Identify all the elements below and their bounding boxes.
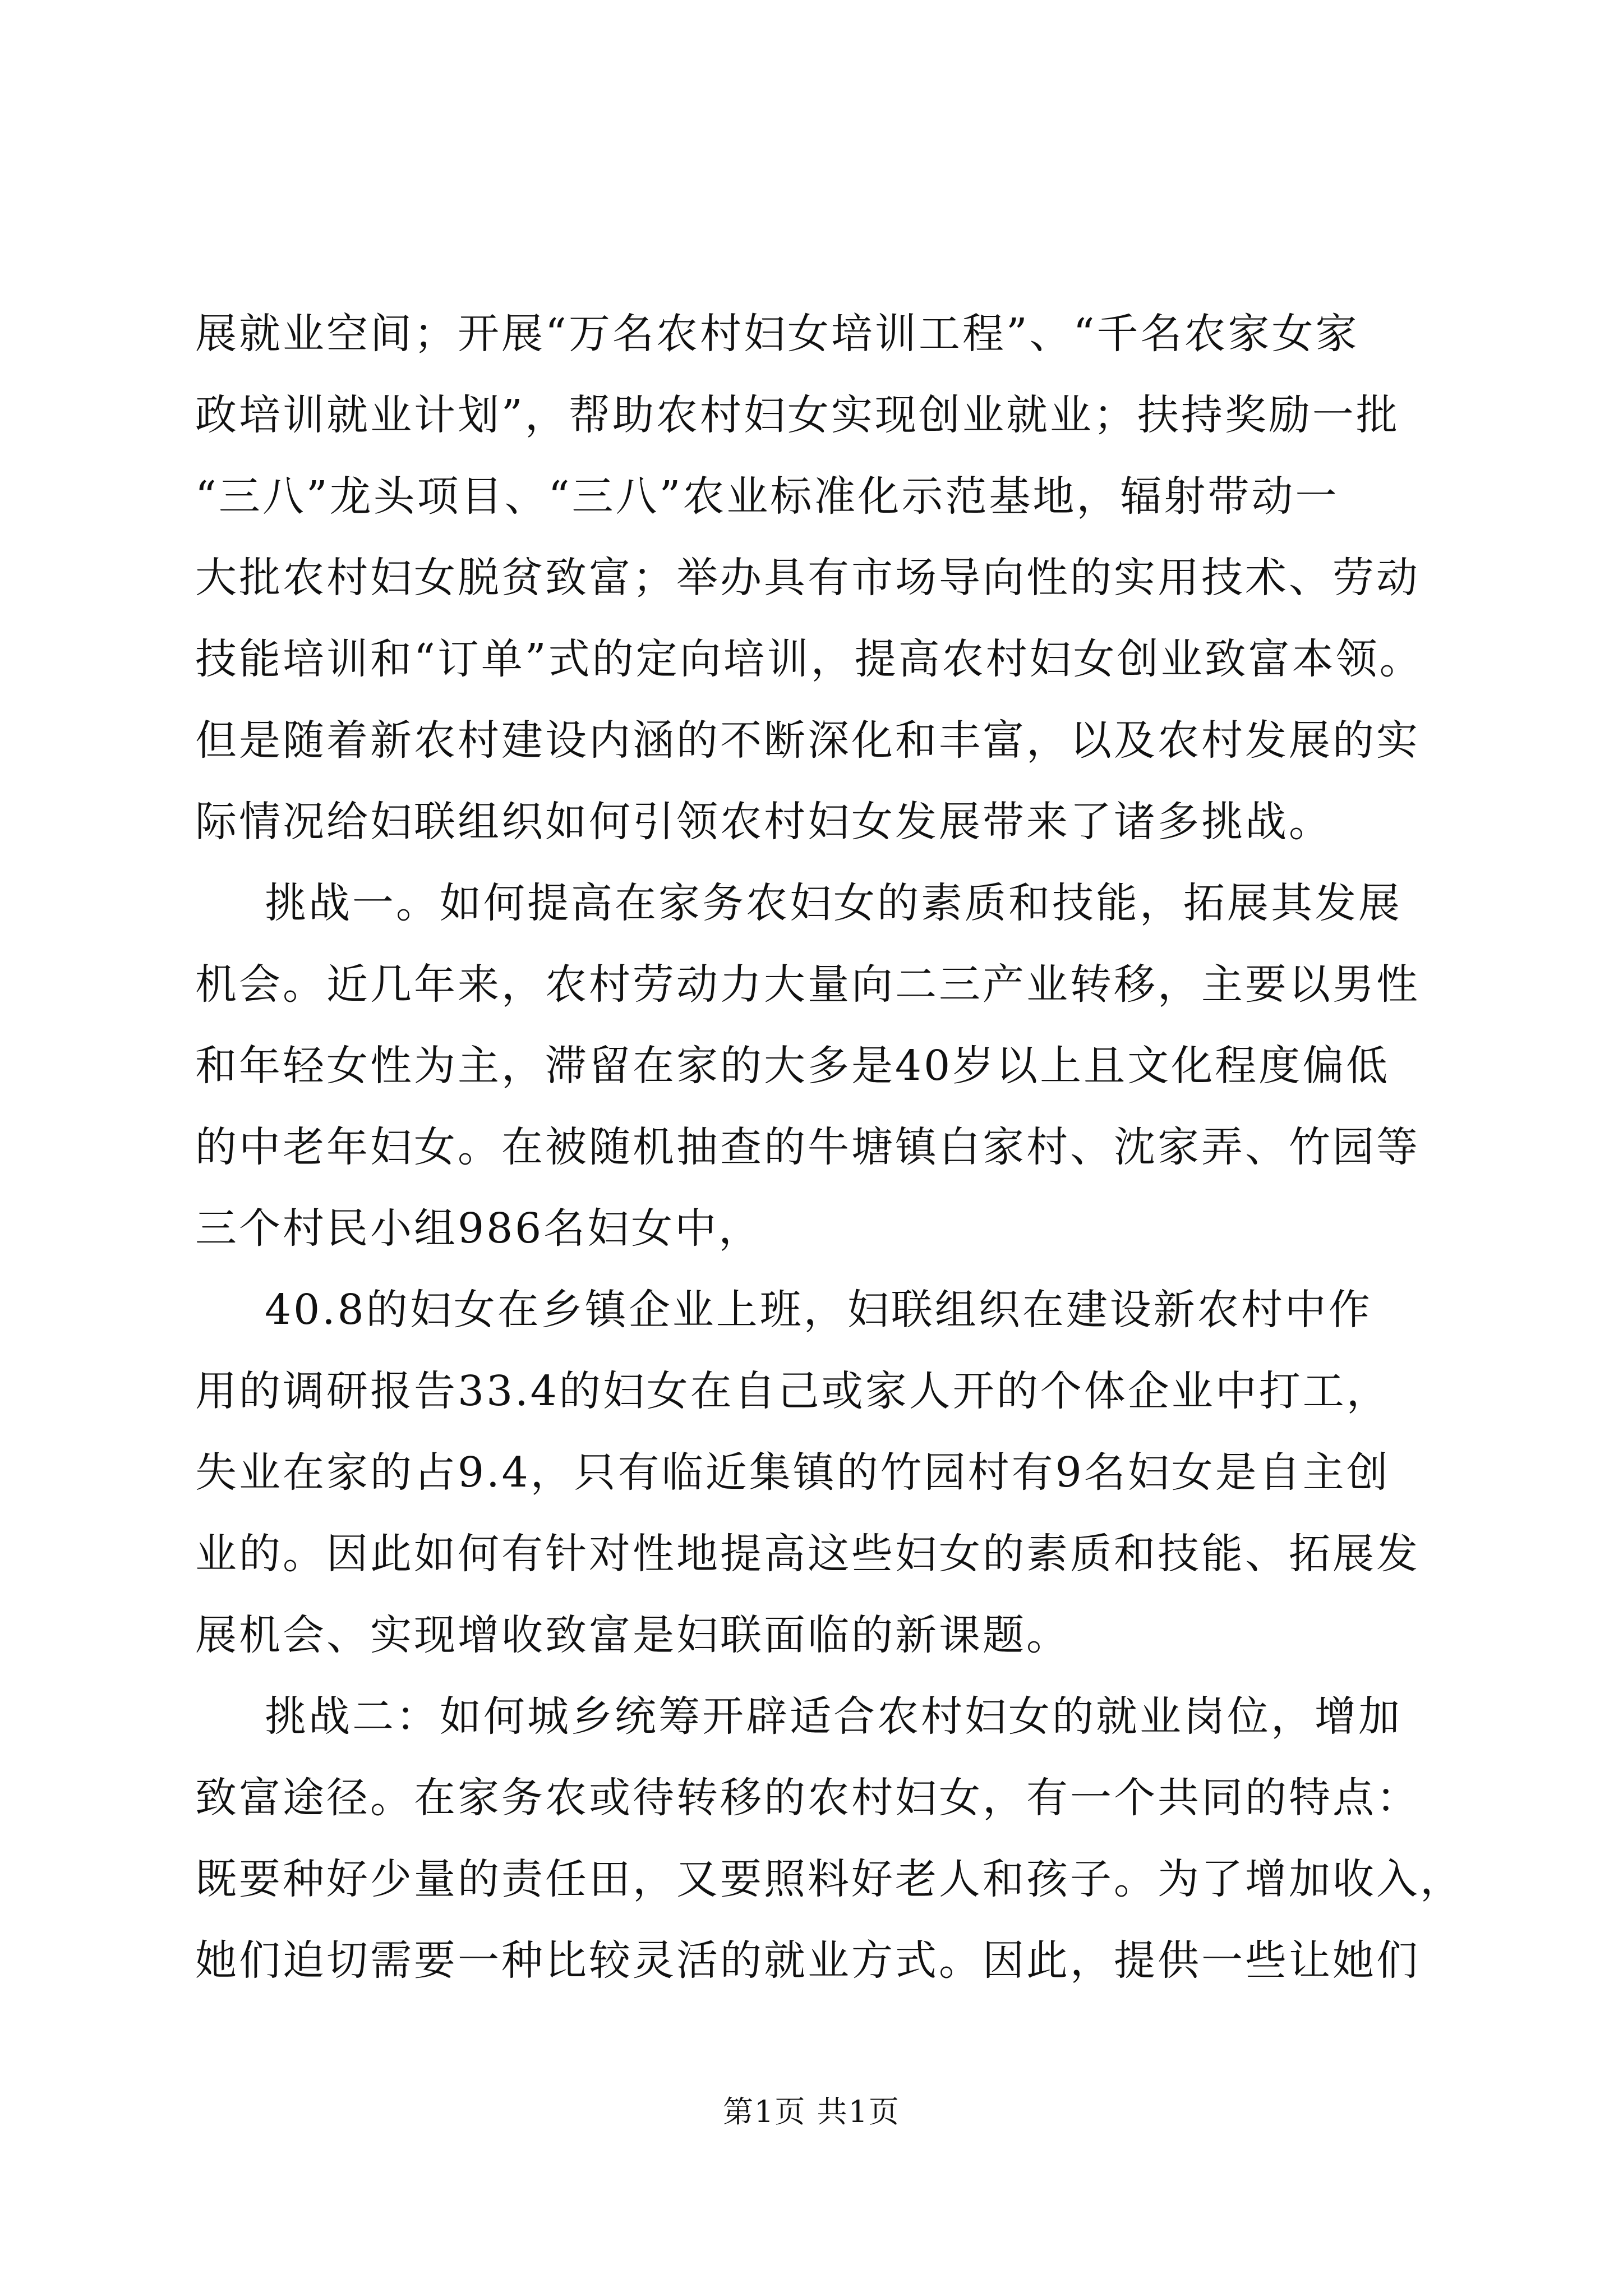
paragraph-start-line: 挑战一。如何提高在家务农妇女的素质和技能，拓展其发展 <box>265 879 1402 927</box>
text-line: 技能培训和“订单”式的定向培训，提高农村妇女创业致富本领。 <box>195 635 1423 683</box>
text-line: 三个村民小组986名妇女中， <box>195 1204 763 1253</box>
text-line: 政培训就业计划”，帮助农村妇女实现创业就业；扶持奖励一批 <box>195 391 1400 439</box>
text-line: “三八”龙头项目、“三八”农业标准化示范基地，辐射带动一 <box>195 472 1339 521</box>
text-line: 和年轻女性为主，滞留在家的大多是40岁以上且文化程度偏低 <box>195 1042 1390 1090</box>
text-line: 际情况给妇联组织如何引领农村妇女发展带来了诸多挑战。 <box>195 798 1332 846</box>
text-line: 业的。因此如何有针对性地提高这些妇女的素质和技能、拓展发 <box>195 1530 1420 1578</box>
text-line: 既要种好少量的责任田，又要照料好老人和孩子。为了增加收入， <box>195 1855 1464 1903</box>
text-line: 致富途径。在家务农或待转移的农村妇女，有一个共同的特点： <box>195 1774 1420 1822</box>
paragraph-start-line: 挑战二：如何城乡统筹开辟适合农村妇女的就业岗位，增加 <box>265 1692 1402 1741</box>
text-line: 失业在家的占9.4，只有临近集镇的竹园村有9名妇女是自主创 <box>195 1448 1390 1497</box>
paragraph-start-line: 40.8的妇女在乡镇企业上班，妇联组织在建设新农村中作 <box>265 1286 1372 1334</box>
text-line: 大批农村妇女脱贫致富；举办具有市场导向性的实用技术、劳动 <box>195 554 1420 602</box>
text-line: 展就业空间；开展“万名农村妇女培训工程”、“千名农家女家 <box>195 310 1359 358</box>
text-line: 她们迫切需要一种比较灵活的就业方式。因此，提供一些让她们 <box>195 1936 1420 1985</box>
text-line: 的中老年妇女。在被随机抽查的牛塘镇白家村、沈家弄、竹园等 <box>195 1123 1420 1171</box>
page-number-footer: 第1页 共1页 <box>723 2094 900 2129</box>
text-line: 用的调研报告33.4的妇女在自己或家人开的个体企业中打工， <box>195 1367 1390 1415</box>
text-line: 但是随着新农村建设内涵的不断深化和丰富，以及农村发展的实 <box>195 716 1420 765</box>
text-line: 机会。近几年来，农村劳动力大量向二三产业转移，主要以男性 <box>195 960 1420 1009</box>
text-line: 展机会、实现增收致富是妇联面临的新课题。 <box>195 1611 1070 1659</box>
